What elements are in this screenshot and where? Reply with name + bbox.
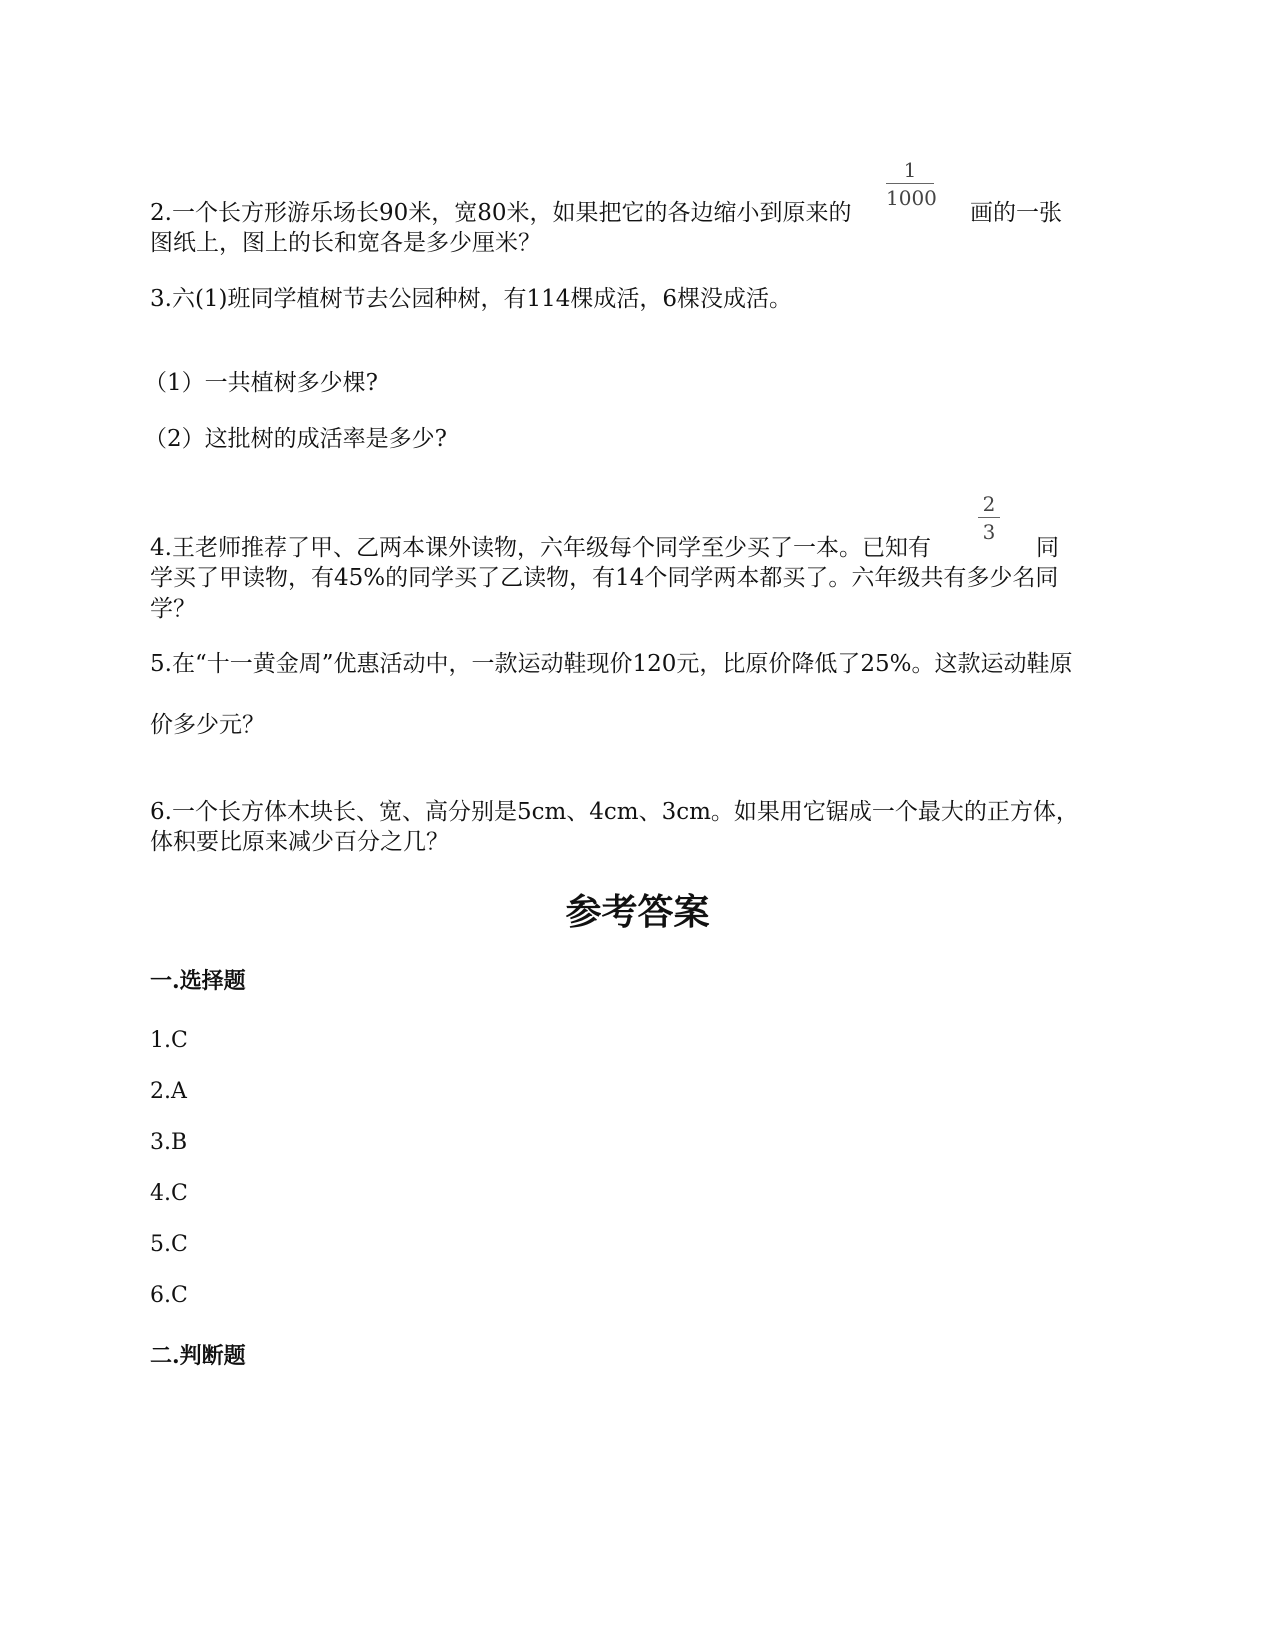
section-heading-judgement: 二.判断题 (150, 1343, 246, 1369)
question-5-line-2: 价多少元？ (150, 712, 265, 738)
answer-item: 1.C (150, 1028, 188, 1053)
question-2-line-2: 图纸上，图上的长和宽各是多少厘米？ (150, 230, 541, 256)
fraction-bar (886, 183, 934, 184)
answer-item: 3.B (150, 1130, 188, 1155)
fraction-denominator: 1000 (886, 186, 937, 210)
question-2-line-1b: 画的一张 (970, 200, 1062, 226)
answer-item: 5.C (150, 1232, 188, 1257)
question-4-line-1b: 同 (1036, 535, 1059, 561)
question-2-line-1a: 2.一个长方形游乐场长90米，宽80米，如果把它的各边缩小到原来的 (150, 200, 852, 226)
fraction-bar (978, 517, 1000, 518)
fraction-1-1000 (886, 158, 937, 210)
fraction-denominator: 3 (982, 520, 996, 544)
question-6-line-2: 体积要比原来减少百分之几？ (150, 829, 449, 855)
fraction-numerator: 1 (903, 158, 917, 182)
question-4-line-2: 学买了甲读物，有45%的同学买了乙读物，有14个同学两本都买了。六年级共有多少名同 (150, 565, 1059, 591)
answer-item: 4.C (150, 1181, 188, 1206)
question-3-sub-1: （1）一共植树多少棵? (144, 370, 378, 396)
answer-item: 6.C (150, 1283, 188, 1308)
question-4-line-1a: 4.王老师推荐了甲、乙两本课外读物，六年级每个同学至少买了一本。已知有 (150, 535, 931, 561)
question-3-line-1: 3.六(1)班同学植树节去公园种树，有114棵成活，6棵没成活。 (150, 286, 793, 312)
question-3-sub-2: （2）这批树的成活率是多少? (144, 426, 447, 452)
answers-title: 参考答案 (565, 891, 710, 933)
question-6-line-1: 6.一个长方体木块长、宽、高分别是5cm、4cm、3cm。如果用它锯成一个最大的正方体， (150, 799, 1079, 825)
question-5-line-1: 5.在“十一黄金周”优惠活动中，一款运动鞋现价120元，比原价降低了25%。这款运动鞋原 (150, 651, 1073, 677)
answer-item: 2.A (150, 1079, 187, 1104)
fraction-numerator: 2 (982, 492, 996, 516)
fraction-2-3 (978, 492, 1000, 544)
section-heading-choice: 一.选择题 (150, 968, 246, 994)
question-4-line-3: 学？ (150, 596, 196, 622)
